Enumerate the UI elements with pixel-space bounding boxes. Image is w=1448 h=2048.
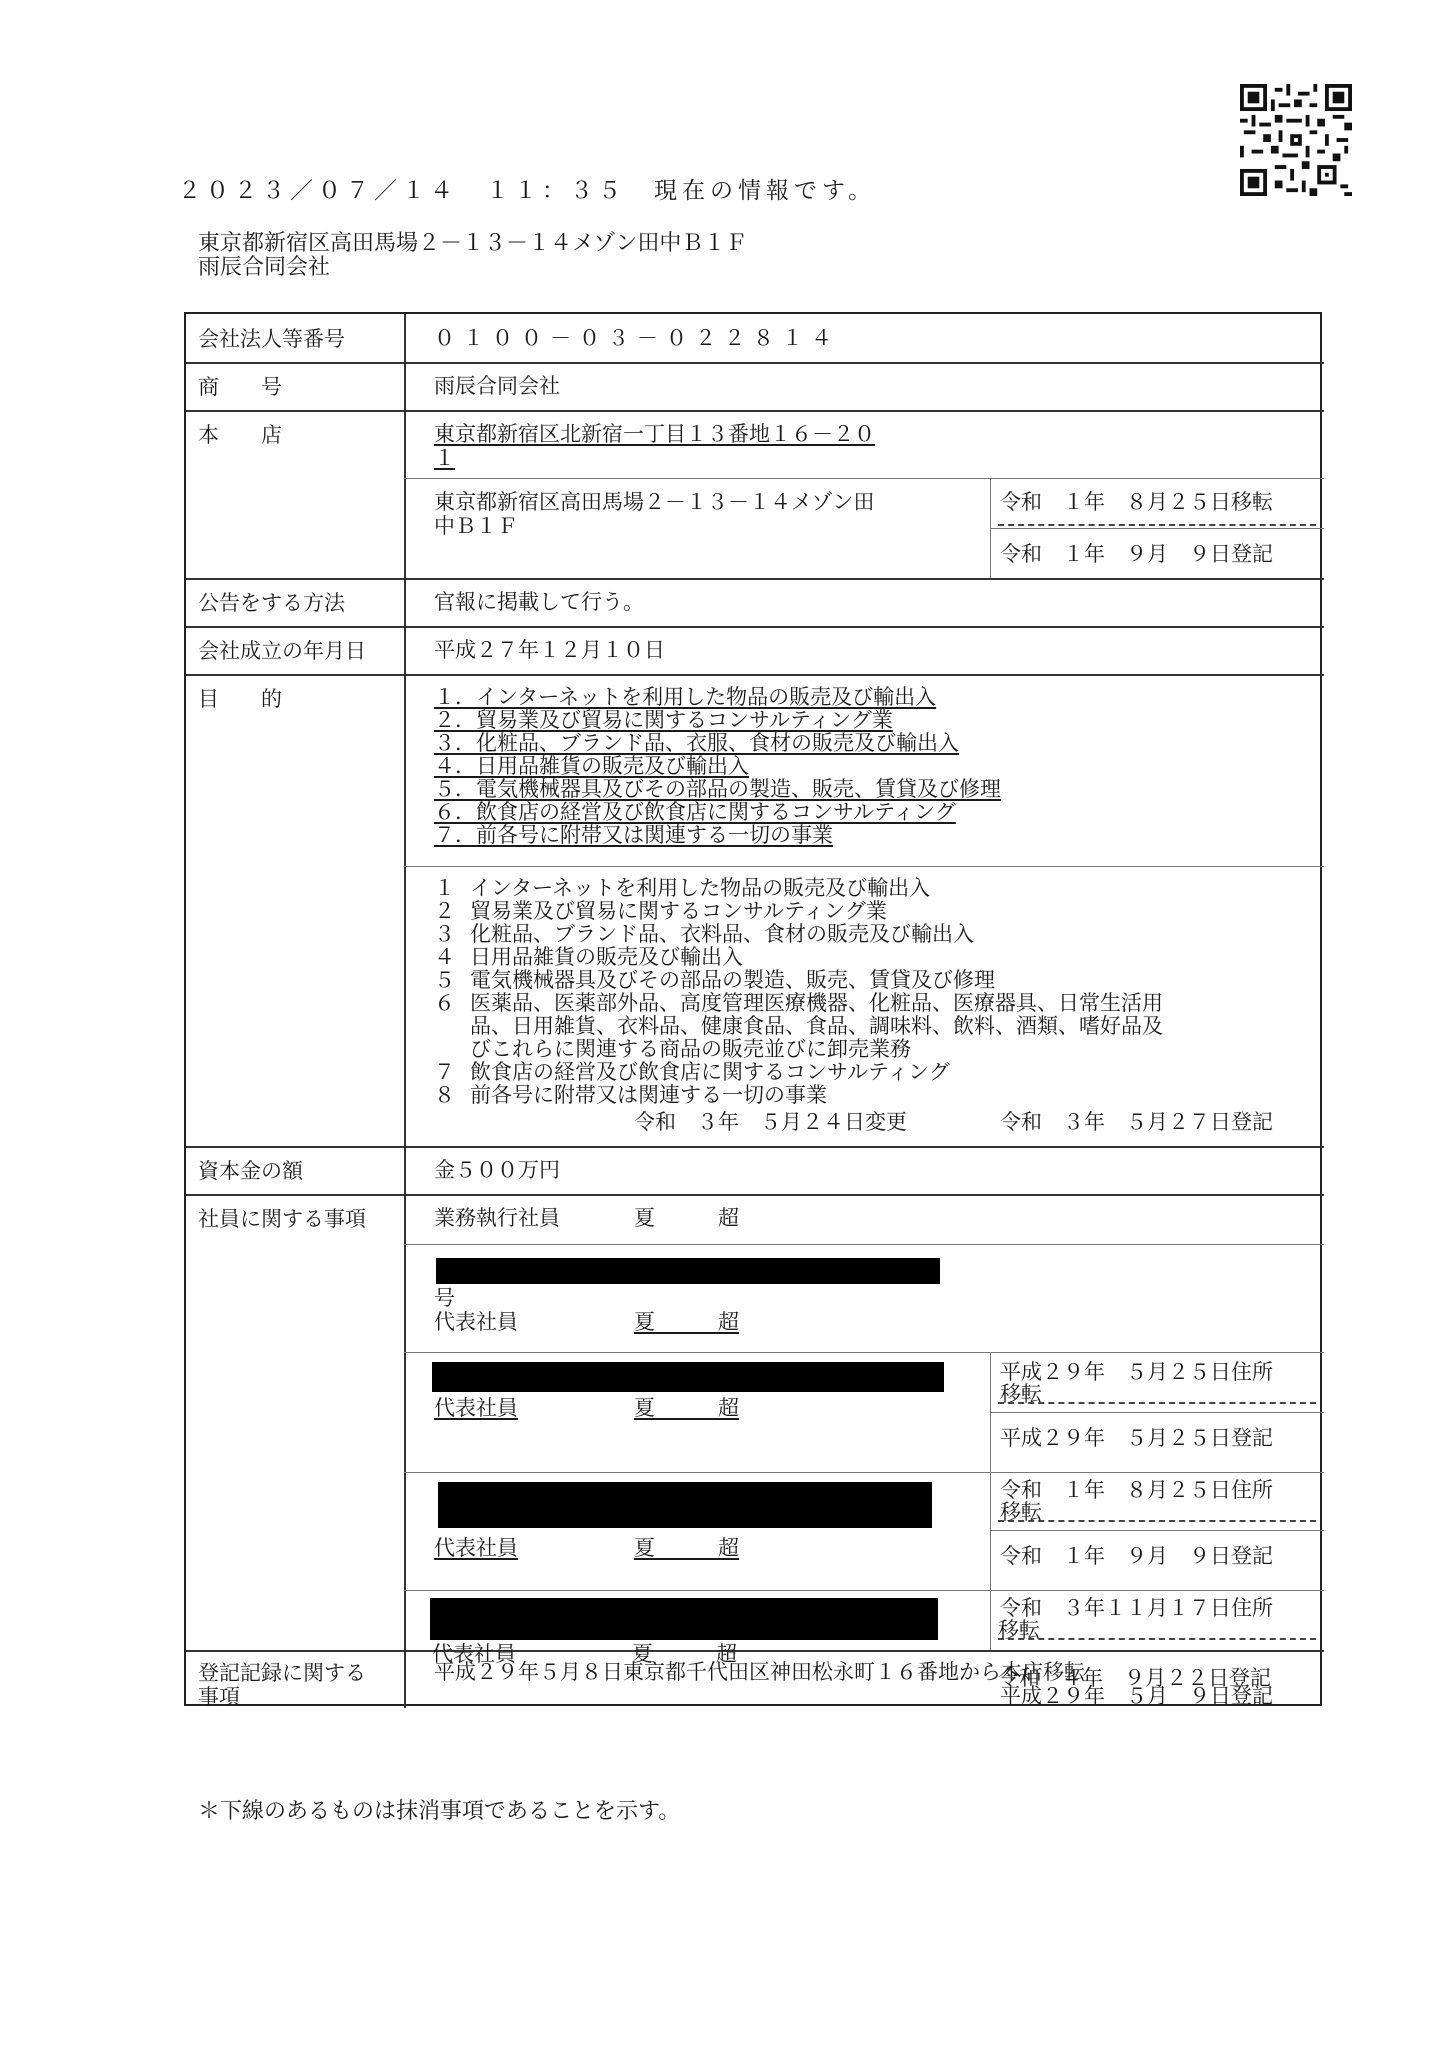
label-established: 会社成立の年月日 (198, 639, 366, 663)
member-registered: 令和 ４年 ９月２２日登記 (998, 1666, 1271, 1690)
representative-name: 夏 超 (634, 1396, 739, 1420)
corporate-number-value: ０１００－０３－０２２８１４ (434, 326, 840, 350)
timestamp-line: ２０２３／０７／１４ １１：３５ 現在の情報です。 (178, 178, 877, 204)
head-office-registered-date: 令和 １年 ９月 ９日登記 (1000, 542, 1273, 566)
head-office-old-line-2: １ (434, 446, 455, 470)
label-capital: 資本金の額 (198, 1159, 303, 1183)
label-members: 社員に関する事項 (198, 1207, 366, 1231)
header-company: 雨辰合同会社 (198, 255, 331, 280)
header-address: 東京都新宿区高田馬場２－１３－１４メゾン田中Ｂ１Ｆ (198, 231, 748, 256)
label-public-notice: 公告をする方法 (198, 591, 345, 615)
purpose-new-item: １ インターネットを利用した物品の販売及び輸出入 (434, 876, 931, 900)
representative-name: 夏 超 (634, 1310, 739, 1334)
redacted-address (430, 1598, 938, 1640)
member-note-cont: 移転 (1000, 1382, 1042, 1406)
purpose-changed-date: 令和 ３年 ５月２４日変更 (634, 1110, 907, 1134)
registry-record-date: 平成２９年 ５月 ９日登記 (1000, 1684, 1273, 1708)
label-trade-name: 商 号 (198, 375, 282, 399)
member-note-cont: 移転 (998, 1618, 1040, 1642)
member-note: 令和 １年 ８月２５日住所 (1000, 1478, 1273, 1502)
capital-value: 金５００万円 (434, 1158, 560, 1182)
purpose-new-item: ４ 日用品雑貨の販売及び輸出入 (434, 945, 743, 969)
label-purpose: 目 的 (198, 687, 282, 711)
head-office-old-line-1: 東京都新宿区北新宿一丁目１３番地１６－２０ (434, 422, 875, 446)
executive-member-name: 夏 超 (634, 1206, 739, 1230)
representative-title: 代表社員 (434, 1396, 518, 1420)
member-note: 令和 ３年１１月１７日住所 (1000, 1596, 1273, 1620)
footnote: ＊下線のあるものは抹消事項であることを示す。 (198, 1799, 681, 1824)
partial-char: 号 (434, 1286, 455, 1310)
label-head-office: 本 店 (198, 423, 282, 447)
purpose-new-item: ７ 飲食店の経営及び飲食店に関するコンサルティング (434, 1060, 950, 1084)
purpose-new-item: ５ 電気機械器具及びその部品の製造、販売、賃貸及び修理 (434, 968, 995, 992)
label-registry-record-1: 登記記録に関する (198, 1661, 366, 1685)
purpose-new-item: ２ 貿易業及び貿易に関するコンサルティング業 (434, 899, 887, 923)
representative-title: 代表社員 (434, 1536, 518, 1560)
head-office-new-line-2: 中Ｂ１Ｆ (434, 514, 518, 538)
registry-record-value: 平成２９年５月８日東京都千代田区神田松永町１６番地から本店移転 (434, 1660, 1085, 1684)
representative-name: 夏 超 (632, 1642, 737, 1666)
purpose-old-item: ４．日用品雑貨の販売及び輸出入 (434, 754, 749, 778)
representative-title: 代表社員 (432, 1642, 516, 1666)
head-office-new-line-1: 東京都新宿区高田馬場２－１３－１４メゾン田 (434, 490, 875, 514)
purpose-new-item: ８ 前各号に附帯又は関連する一切の事業 (434, 1083, 827, 1107)
purpose-new-item: ６ 医薬品、医薬部外品、高度管理医療機器、化粧品、医療器具、日常生活用 (434, 991, 1163, 1015)
label-registry-record-2: 事項 (198, 1685, 240, 1709)
trade-name-value: 雨辰合同会社 (434, 374, 560, 398)
member-registered: 平成２９年 ５月２５日登記 (1000, 1426, 1273, 1450)
representative-title: 代表社員 (434, 1310, 518, 1334)
member-note: 平成２９年 ５月２５日住所 (1000, 1360, 1273, 1384)
executive-member-title: 業務執行社員 (434, 1206, 560, 1230)
purpose-old-item: １．インターネットを利用した物品の販売及び輸出入 (434, 685, 937, 709)
redacted-address (438, 1482, 932, 1528)
member-registered: 令和 １年 ９月 ９日登記 (1000, 1544, 1273, 1568)
head-office-moved-date: 令和 １年 ８月２５日移転 (1000, 490, 1273, 514)
public-notice-value: 官報に掲載して行う。 (434, 590, 644, 614)
member-note-cont: 移転 (1000, 1500, 1042, 1524)
purpose-old-item: ５．電気機械器具及びその部品の製造、販売、賃貸及び修理 (434, 777, 1001, 801)
purpose-new-item: ３ 化粧品、ブランド品、衣料品、食材の販売及び輸出入 (434, 922, 974, 946)
purpose-old-item: ７．前各号に附帯又は関連する一切の事業 (434, 823, 833, 847)
redacted-address (436, 1258, 940, 1284)
registration-table (184, 312, 1322, 1709)
established-value: 平成２７年１２月１０日 (434, 638, 665, 662)
purpose-new-item-continued: 品、日用雑貨、衣料品、健康食品、食品、調味料、飲料、酒類、嗜好品及 (470, 1014, 1163, 1038)
purpose-new-item-continued: びこれらに関連する商品の販売並びに卸売業務 (470, 1037, 911, 1061)
representative-name: 夏 超 (634, 1536, 739, 1560)
redacted-address (432, 1362, 944, 1392)
purpose-registered-date: 令和 ３年 ５月２７日登記 (1000, 1110, 1273, 1134)
purpose-old-item: ３．化粧品、ブランド品、衣服、食材の販売及び輸出入 (434, 731, 959, 755)
purpose-old-item: ２．貿易業及び貿易に関するコンサルティング業 (434, 708, 893, 732)
label-corporate-number: 会社法人等番号 (198, 327, 345, 351)
qr-code (1240, 84, 1352, 196)
purpose-old-item: ６．飲食店の経営及び飲食店に関するコンサルティング (434, 800, 956, 824)
